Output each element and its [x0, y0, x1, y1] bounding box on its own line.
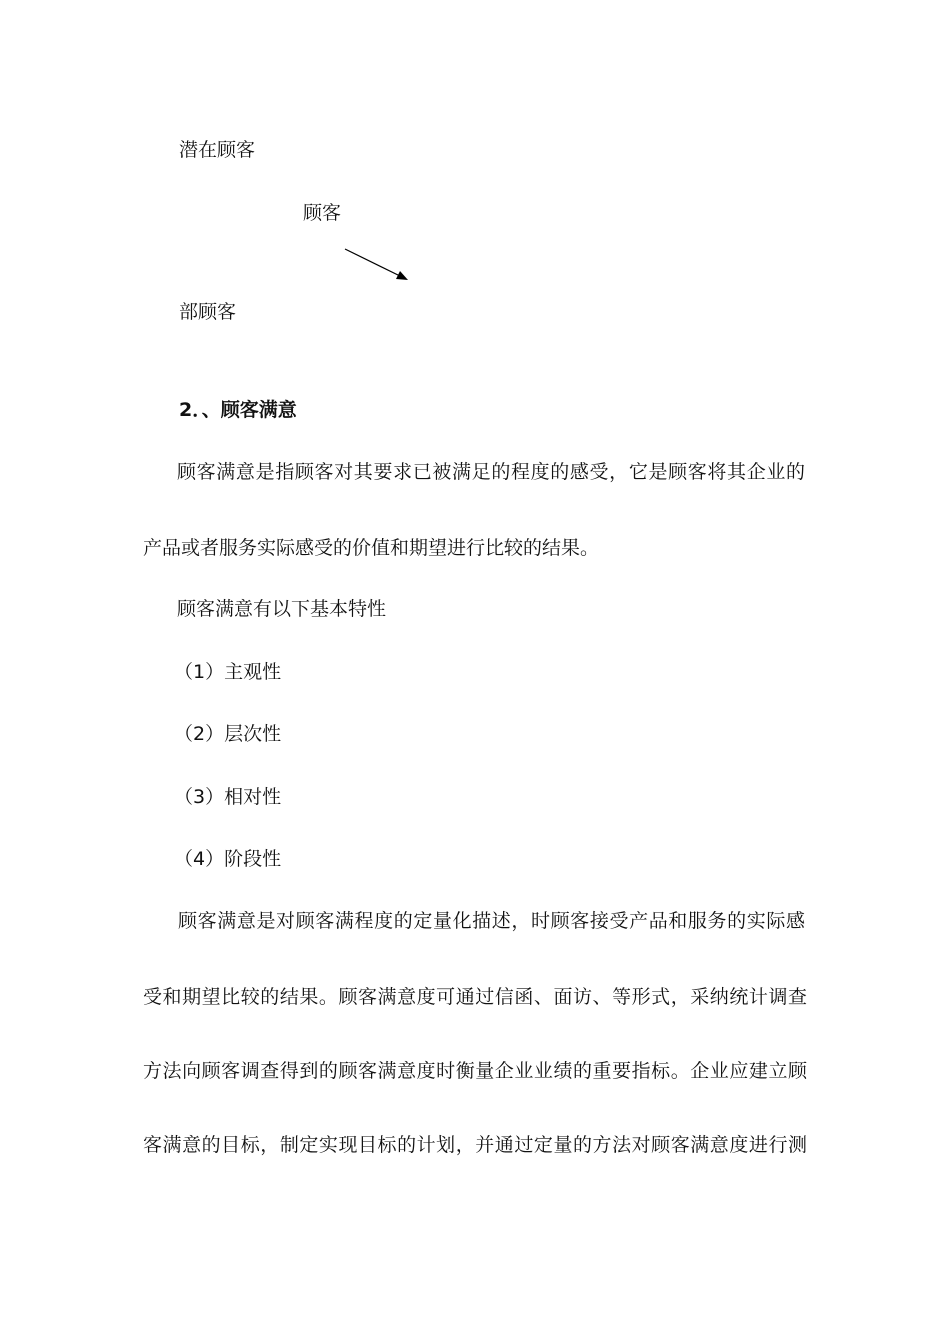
feature-item: （4）阶段性 [174, 848, 282, 870]
features-title: 顾客满意有以下基本特性 [177, 598, 387, 620]
label-internal-customer: 部顾客 [179, 301, 237, 323]
intro-line-2: 产品或者服务实际感受的价值和期望进行比较的结果。 [143, 537, 600, 559]
body-line: 客满意的目标，制定实现目标的计划，并通过定量的方法对顾客满意度进行测 [143, 1134, 807, 1156]
label-potential-customer: 潜在顾客 [179, 139, 256, 161]
body-line: 顾客满意是对顾客满程度的定量化描述，时顾客接受产品和服务的实际感 [178, 910, 805, 932]
feature-item: （1）主观性 [174, 661, 282, 683]
arrow-icon [340, 244, 415, 286]
intro-line-1: 顾客满意是指顾客对其要求已被满足的程度的感受，它是顾客将其企业的 [177, 461, 805, 483]
label-customer: 顾客 [303, 202, 342, 224]
feature-item: （2）层次性 [174, 723, 282, 745]
body-line: 受和期望比较的结果。顾客满意度可通过信函、面访、等形式，采纳统计调查 [143, 986, 807, 1008]
feature-item: （3）相对性 [174, 786, 282, 808]
body-line: 方法向顾客调查得到的顾客满意度时衡量企业业绩的重要指标。企业应建立顾 [143, 1060, 807, 1082]
section-heading: 2．、顾客满意 [179, 399, 297, 421]
